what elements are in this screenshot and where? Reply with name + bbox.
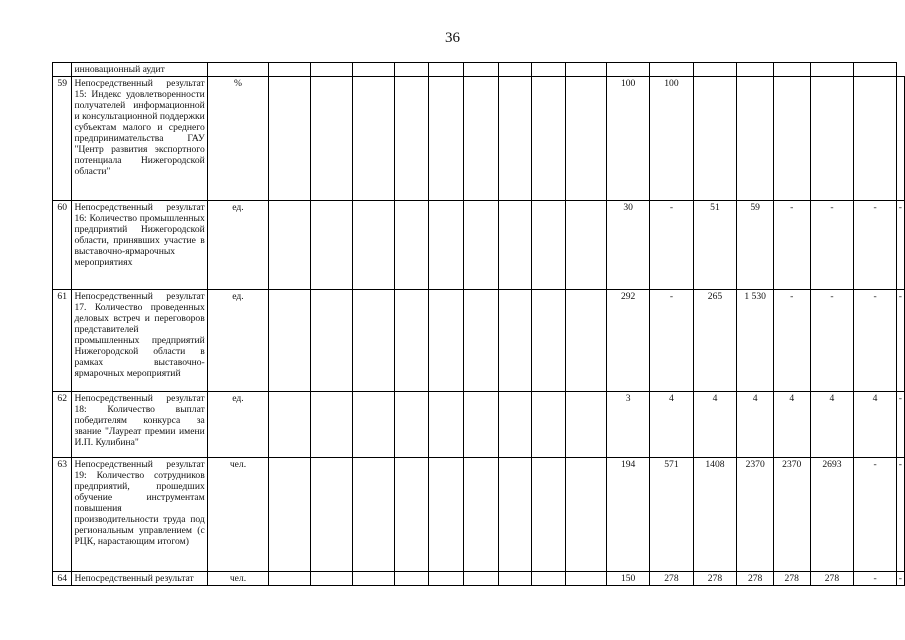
cell-value: - [810,201,854,290]
cell-value: 59 [737,201,774,290]
cell-value [463,392,498,458]
cell-value [311,201,353,290]
cell-value: - [854,458,896,572]
cell-value [693,77,737,201]
cell-value [352,290,394,392]
cell-value: 4 [693,392,737,458]
cell-num: 61 [53,290,72,392]
cell-value: 100 [607,77,650,201]
cell-value: 278 [737,572,774,586]
cell-description: Непосредственный результат 17. Количество проведенных деловых встреч и переговоров представителей промышленных предприятий Нижегородской области в рамках выставочно-ярмарочных мероприятий [72,290,207,392]
cell-value [463,572,498,586]
cell-value: 4 [810,392,854,458]
cell-value: 278 [693,572,737,586]
cell-value: - [854,290,896,392]
cell-value [737,77,774,201]
cell-value: - [810,290,854,392]
cell-value [352,458,394,572]
cell-value [498,392,532,458]
cell-value: 150 [607,572,650,586]
cell-value [498,290,532,392]
cell-value: - [854,572,896,586]
cell-value [498,77,532,201]
cell-value [269,392,311,458]
cell-unit: ед. [207,392,268,458]
cell-value [311,392,353,458]
cell-value [429,458,464,572]
cell-value [311,290,353,392]
cell-value [311,77,353,201]
cell-value: 4 [650,392,693,458]
cell-value: 2370 [737,458,774,572]
cell-value: 278 [650,572,693,586]
cell-value: 1 530 [737,290,774,392]
cell-value [311,458,353,572]
cell-value: - [896,201,904,290]
cell-description: Непосредственный результат 16: Количество промышленных предприятий Нижегородской области, принявших участие в выставочно-ярмарочных мероприятиях [72,201,207,290]
cell-value [896,77,904,201]
cell-value [854,77,896,201]
cell-value: 2693 [810,458,854,572]
cell-value [394,392,429,458]
cell-value [269,458,311,572]
cell-value [394,201,429,290]
cell-value [532,77,566,201]
table-row [53,572,905,586]
cell-unit: ед. [207,201,268,290]
cell-value [532,201,566,290]
cell-value [566,77,607,201]
table-row [53,201,905,290]
cell-value [463,458,498,572]
cell-num [53,63,72,77]
cell-value [566,392,607,458]
cell-value [566,201,607,290]
cell-value [810,77,854,201]
cell-value: 100 [650,77,693,201]
cell-value: 265 [693,290,737,392]
cell-value [429,392,464,458]
cell-value [429,290,464,392]
cell-value [394,458,429,572]
cell-value [269,290,311,392]
cell-value [394,290,429,392]
table-row [53,392,905,458]
cell-value [532,290,566,392]
cell-value [498,201,532,290]
cell-value [498,458,532,572]
cell-value [463,290,498,392]
cell-value [429,201,464,290]
cell-value: 30 [607,201,650,290]
cell-unit: чел. [207,572,268,586]
cell-num: 60 [53,201,72,290]
cell-value: - [896,290,904,392]
cell-num: 63 [53,458,72,572]
cell-value: 2370 [773,458,810,572]
cell-value: - [650,290,693,392]
cell-description: Непосредственный результат [72,572,207,586]
cell-value [566,290,607,392]
table-row-continuation [53,63,905,77]
cell-value: - [896,458,904,572]
cell-value [394,77,429,201]
cell-value [352,392,394,458]
cell-description: инновационный аудит [72,63,207,77]
cell-unit: % [207,77,268,201]
cell-value: - [773,290,810,392]
cell-value: - [896,392,904,458]
page-number: 36 [445,30,460,46]
cell-num: 64 [53,572,72,586]
cell-value: - [773,201,810,290]
cell-num: 59 [53,77,72,201]
cell-value: 278 [810,572,854,586]
cell-value: 278 [773,572,810,586]
cell-value [352,572,394,586]
cell-value: 3 [607,392,650,458]
cell-value: - [896,572,904,586]
table-row [53,77,905,201]
cell-value: 4 [737,392,774,458]
cell-value [463,201,498,290]
cell-value [773,77,810,201]
cell-description: Непосредственный результат 19: Количество сотрудников предприятий, прошедших обучение инструментам повышения производительности труда под региональным управлением (с РЦК, нарастающим итогом) [72,458,207,572]
cell-value: 571 [650,458,693,572]
cell-value: - [854,201,896,290]
cell-value: 51 [693,201,737,290]
cell-value [352,77,394,201]
cell-value [269,572,311,586]
cell-value [429,77,464,201]
cell-value [566,572,607,586]
table-row [53,458,905,572]
cell-value [311,572,353,586]
cell-value [269,201,311,290]
cell-value [566,458,607,572]
cell-value [498,572,532,586]
table-row [53,290,905,392]
cell-description: Непосредственный результат 18: Количество выплат победителям конкурса за звание "Лауреат премии имени И.П. Кулибина" [72,392,207,458]
cell-num: 62 [53,392,72,458]
cell-value [269,77,311,201]
cell-description: Непосредственный результат 15: Индекс удовлетворенности получателей информационной и консультационной поддержки субъектам малого и среднего предпринимательства ГАУ "Центр развития экспортного потенциала Нижегородской области" [72,77,207,201]
cell-value: - [650,201,693,290]
cell-value [394,572,429,586]
cell-value [532,458,566,572]
cell-value: 4 [854,392,896,458]
cell-value [352,201,394,290]
cell-value: 1408 [693,458,737,572]
cell-value: 4 [773,392,810,458]
cell-unit: ед. [207,290,268,392]
cell-unit: чел. [207,458,268,572]
cell-value [429,572,464,586]
cell-value [532,392,566,458]
indicators-table [52,62,905,586]
cell-value [532,572,566,586]
cell-value: 292 [607,290,650,392]
cell-value [463,77,498,201]
cell-value: 194 [607,458,650,572]
